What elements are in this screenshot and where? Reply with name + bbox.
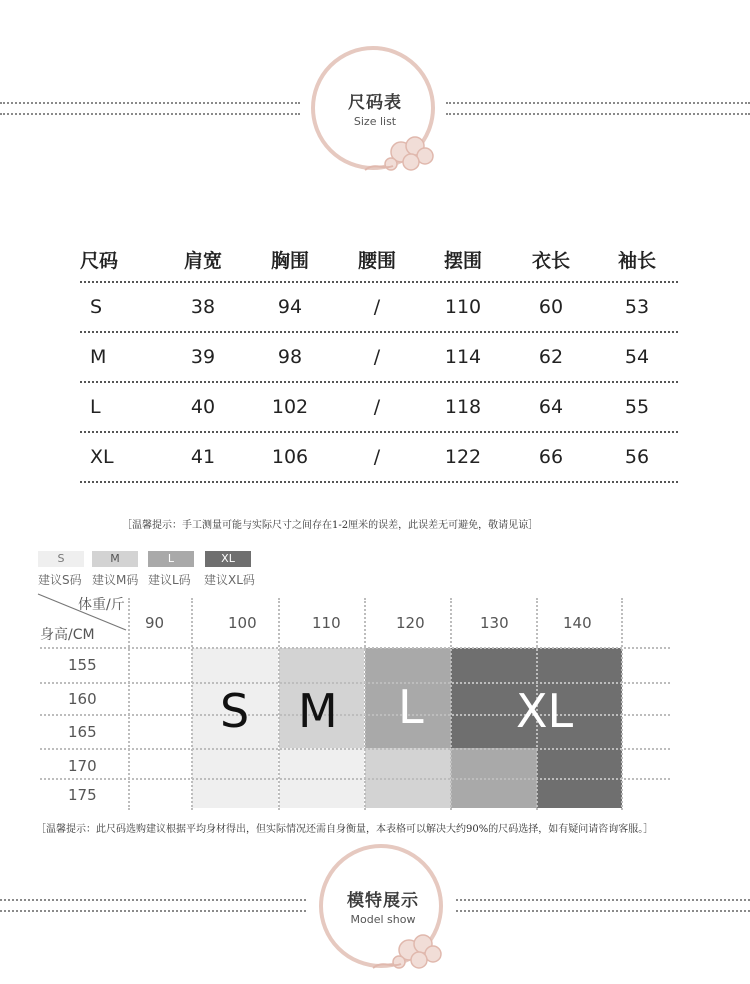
table-cell: L [90,396,101,418]
table-cell: 53 [624,296,650,318]
table-cell: / [373,396,381,418]
table-header-cell: 衣长 [531,250,570,272]
table-cell: 56 [624,446,650,468]
table-cell: 39 [190,346,216,368]
table-cell: 102 [271,396,309,418]
letter-s: S [220,684,250,738]
table-cell: XL [90,446,114,468]
table-cell: 54 [624,346,650,368]
table-header-cell: 尺码 [80,250,119,272]
table-cell: 118 [444,396,482,418]
table-header-cell: 袖长 [617,250,656,272]
table-cell: 66 [538,446,564,468]
weight-label: 130 [480,614,509,632]
letter-m: M [298,684,338,738]
legend-label: 建议M码 [92,573,139,587]
divider-right-bottom [456,899,750,912]
table-cell: M [90,346,107,368]
height-label: 175 [68,786,97,804]
weight-label: 140 [563,614,592,632]
table-cell: 62 [538,346,564,368]
legend-swatch: M [92,551,138,567]
size-tip-note: ［温馨提示：此尺码选购建议根据平均身材得出，但实际情况还需自身衡量，本表格可以解决大约90%的尺码选择，如有疑问请咨询客服。］ [36,824,654,835]
grid-hline [40,714,670,716]
height-label: 170 [68,757,97,775]
table-cell: 55 [624,396,650,418]
row-divider [80,431,678,433]
table-cell: / [373,296,381,318]
table-cell: 41 [190,446,216,468]
table-cell: 122 [444,446,482,468]
table-cell: 38 [190,296,216,318]
height-label: 160 [68,690,97,708]
weight-label: 100 [228,614,257,632]
table-cell: 114 [444,346,482,368]
measure-tip-note: ［温馨提示：手工测量可能与实际尺寸之间存在1-2厘米的误差，此误差无可避免，敬请见谅］ [122,520,539,531]
size-list-subtitle: Size list [353,115,397,128]
grid-hline [40,647,670,649]
table-cell: 64 [538,396,564,418]
letter-xl: XL [516,684,574,738]
weight-axis-label: 体重/斤 [78,597,125,613]
legend-swatch: XL [205,551,251,567]
grid-hline [40,682,670,684]
divider-left-bottom [0,899,306,912]
table-cell: 94 [277,296,303,318]
table-cell: / [373,346,381,368]
divider-right-top [446,102,750,115]
table-cell: 106 [271,446,309,468]
model-show-emblem [313,840,453,980]
size-list-title: 尺码表 [348,93,402,113]
table-cell: 60 [538,296,564,318]
weight-label: 110 [312,614,341,632]
letter-l: L [398,680,424,734]
model-show-subtitle: Model show [350,913,416,926]
table-header-cell: 摆围 [443,250,482,272]
height-label: 165 [68,723,97,741]
table-cell: / [373,446,381,468]
table-cell: 110 [444,296,482,318]
grid-hline [40,778,670,780]
table-cell: 40 [190,396,216,418]
table-header-cell: 腰围 [357,250,396,272]
model-show-title: 模特展示 [347,891,419,911]
height-label: 155 [68,656,97,674]
row-divider [80,331,678,333]
legend-label: 建议L码 [148,573,191,587]
legend-swatch: L [148,551,194,567]
row-divider [80,281,678,283]
legend-swatch: S [38,551,84,567]
weight-label: 120 [396,614,425,632]
table-cell: S [90,296,103,318]
row-divider [80,481,678,483]
size-list-emblem [305,42,445,182]
table-cell: 98 [277,346,303,368]
table-header-cell: 肩宽 [183,250,222,272]
table-header-cell: 胸围 [270,250,309,272]
legend-label: 建议XL码 [204,573,255,587]
grid-hline [40,748,670,750]
weight-label: 90 [145,614,165,632]
divider-left-top [0,102,300,115]
legend-label: 建议S码 [38,573,82,587]
row-divider [80,381,678,383]
height-axis-label: 身高/CM [40,627,95,643]
